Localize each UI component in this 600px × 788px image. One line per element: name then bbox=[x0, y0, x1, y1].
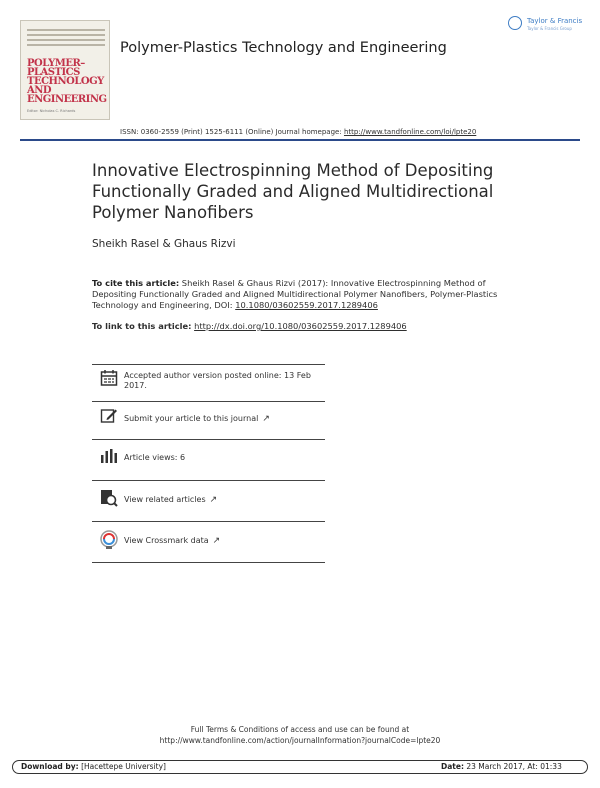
submit-article-link[interactable] bbox=[124, 414, 270, 424]
bar-chart-icon bbox=[100, 448, 118, 464]
journal-homepage-link[interactable]: http://www.tandfonline.com/loi/lpte20 bbox=[343, 128, 477, 136]
downloaded-by bbox=[21, 762, 166, 771]
terms-link[interactable]: http://www.tandfonline.com/action/journalInformation?journalCode=lpte20 bbox=[159, 736, 441, 745]
download-date-label: Date: bbox=[441, 762, 464, 771]
terms-footer bbox=[0, 724, 600, 746]
publisher-logo-name: Taylor & Francis bbox=[527, 17, 583, 25]
submit-article-text: Submit your article to this journal bbox=[124, 414, 259, 423]
external-link-icon: ↗ bbox=[262, 414, 270, 424]
article-title: Innovative Electrospinning Method of Depositing Functionally Graded and Aligned Multidirectional Polymer Nanofibers bbox=[92, 161, 494, 222]
publisher-logo-icon bbox=[508, 16, 522, 30]
info-block-submit[interactable] bbox=[92, 401, 325, 440]
cover-header-lines bbox=[27, 29, 105, 49]
publisher-logo-group: Taylor & Francis Group bbox=[527, 26, 572, 31]
citation-block bbox=[92, 278, 522, 312]
cover-editor: Editor: Nicholas C. Richards bbox=[27, 109, 76, 113]
terms-line-1: Full Terms & Conditions of access and use can be found at bbox=[190, 725, 410, 734]
downloaded-by-value: [Hacettepe University] bbox=[81, 762, 166, 771]
cite-label: To cite this article: bbox=[92, 278, 180, 288]
related-articles-text: View related articles bbox=[124, 495, 206, 504]
download-date-value: 23 March 2017, At: 01:33 bbox=[466, 762, 562, 771]
edit-icon bbox=[100, 407, 118, 425]
download-info-bar bbox=[12, 760, 588, 774]
issn-line bbox=[120, 128, 476, 136]
doi-link[interactable]: 10.1080/03602559.2017.1289406 bbox=[235, 300, 378, 311]
cover-title: POLYMER–PLASTICS TECHNOLOGY AND ENGINEERING bbox=[27, 58, 107, 105]
search-document-icon bbox=[100, 489, 118, 507]
info-block-crossmark[interactable] bbox=[92, 522, 325, 563]
article-link[interactable]: http://dx.doi.org/10.1080/03602559.2017.1289406 bbox=[194, 321, 407, 331]
info-block-views bbox=[92, 440, 325, 481]
related-articles-link[interactable] bbox=[124, 495, 217, 505]
article-views: Article views: 6 bbox=[124, 453, 186, 462]
article-link-line bbox=[92, 321, 407, 331]
external-link-icon: ↗ bbox=[209, 495, 218, 505]
link-label: To link to this article: bbox=[92, 321, 192, 331]
issn-text: ISSN: 0360-2559 (Print) 1525-6111 (Online) Journal homepage: bbox=[120, 128, 342, 136]
calendar-icon bbox=[100, 369, 118, 387]
crossmark-icon bbox=[100, 530, 118, 550]
publisher-logo[interactable] bbox=[508, 14, 586, 44]
downloaded-by-label: Download by: bbox=[21, 762, 79, 771]
journal-name[interactable]: Polymer-Plastics Technology and Engineering bbox=[120, 40, 447, 56]
info-block-related[interactable] bbox=[92, 481, 325, 522]
download-date bbox=[441, 762, 562, 771]
info-block-accepted bbox=[92, 364, 325, 402]
cite-text: Sheikh Rasel & Ghaus Rizvi (2017): Innovative Electrospinning Method of Depositing Functionally Graded and Aligned Multidirectional Polymer Nanofibers, Polymer-Plastics Technology and Engineering, DOI: bbox=[92, 278, 498, 311]
journal-cover-image bbox=[20, 20, 110, 120]
article-authors: Sheikh Rasel & Ghaus Rizvi bbox=[92, 238, 236, 250]
external-link-icon: ↗ bbox=[212, 536, 221, 546]
header-divider bbox=[20, 139, 580, 141]
crossmark-link[interactable] bbox=[124, 536, 220, 546]
accepted-text: Accepted author version posted online: 13 Feb 2017. bbox=[124, 371, 311, 390]
crossmark-text: View Crossmark data bbox=[124, 536, 209, 545]
